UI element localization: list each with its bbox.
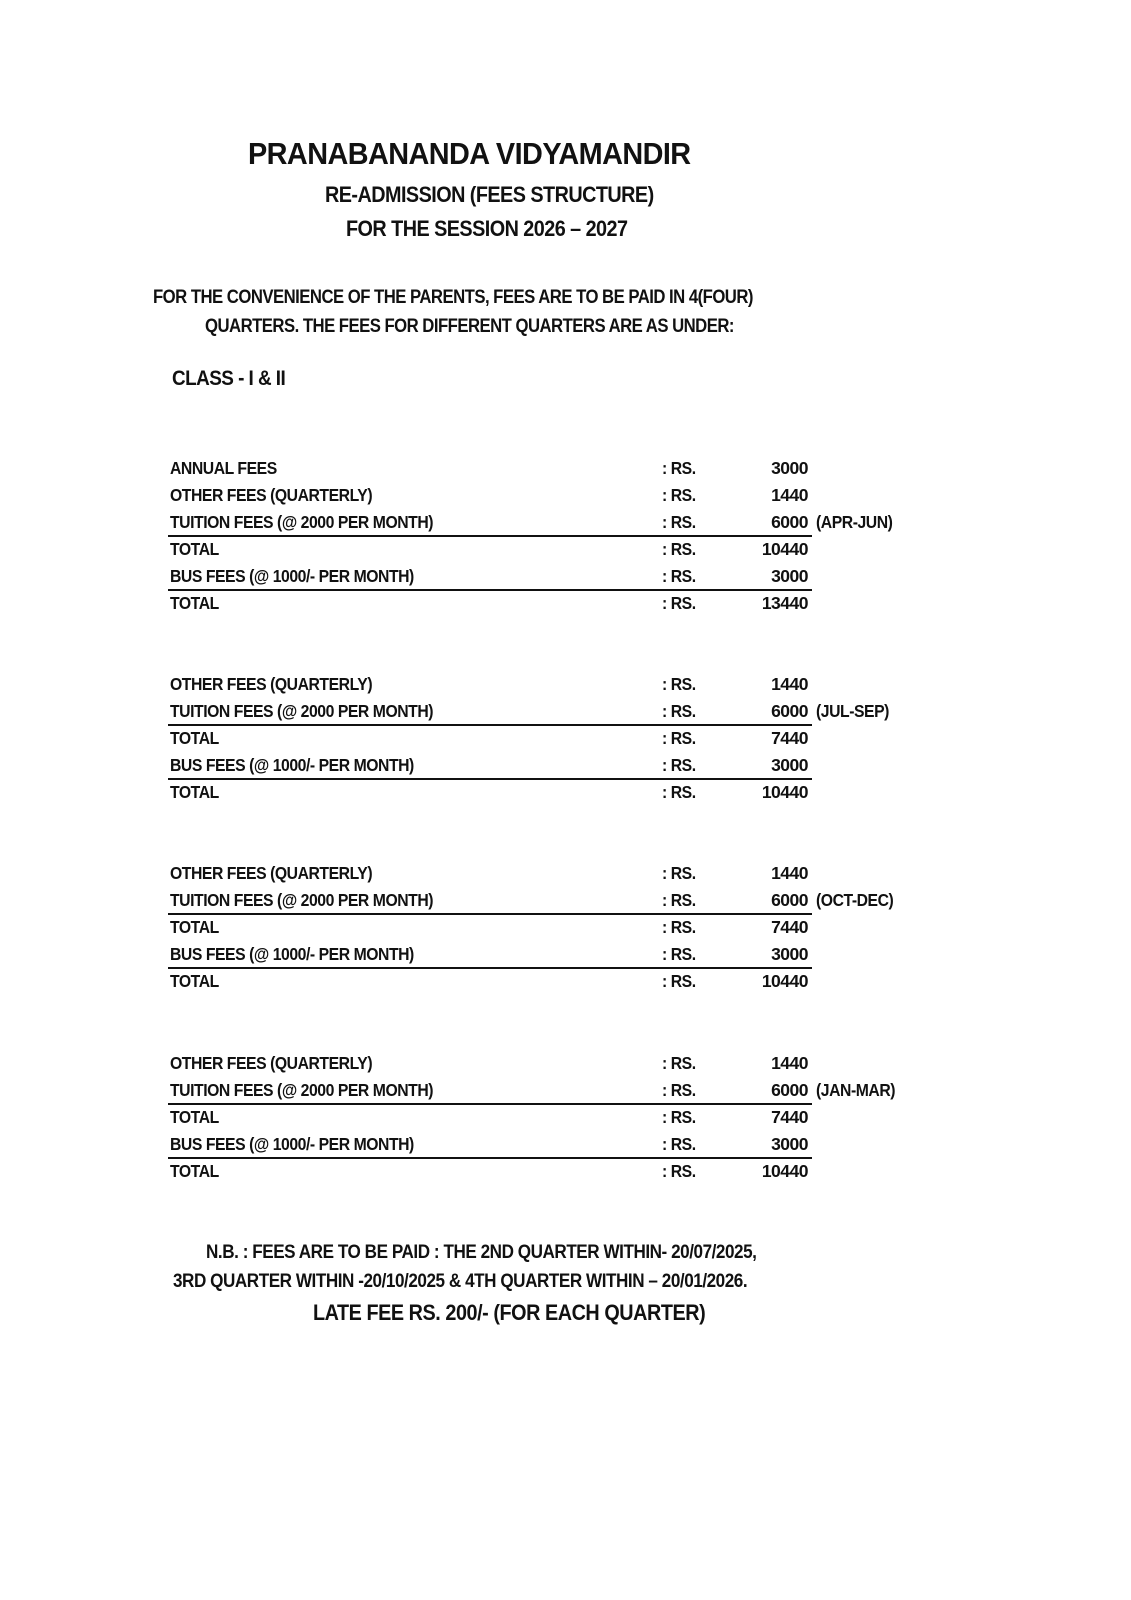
currency-label: : RS. xyxy=(662,1107,696,1127)
fee-row-other xyxy=(168,1050,928,1077)
fee-label: OTHER FEES (QUARTERLY) xyxy=(170,485,373,505)
quarter-period: (APR-JUN) xyxy=(816,512,893,532)
fee-row-bus xyxy=(168,752,928,779)
currency-label: : RS. xyxy=(662,1134,696,1154)
fee-row-bus xyxy=(168,941,928,968)
payment-note-line-1: N.B. : FEES ARE TO BE PAID : THE 2ND QUARTER WITHIN- 20/07/2025, xyxy=(206,1242,757,1263)
currency-label: : RS. xyxy=(662,971,696,991)
currency-label: : RS. xyxy=(662,539,696,559)
fee-label: TUITION FEES (@ 2000 PER MONTH) xyxy=(170,512,434,532)
fee-label: OTHER FEES (QUARTERLY) xyxy=(170,674,373,694)
quarter-period: (JUL-SEP) xyxy=(816,701,889,721)
fee-row-bus xyxy=(168,563,928,590)
fee-label: TOTAL xyxy=(170,1161,219,1181)
currency-label: : RS. xyxy=(662,944,696,964)
total-amount: 13440 xyxy=(761,593,808,613)
intro-line-2: QUARTERS. THE FEES FOR DIFFERENT QUARTERS ARE AS UNDER: xyxy=(205,316,734,337)
fee-row-other xyxy=(168,482,928,509)
fee-amount: 3000 xyxy=(771,755,808,775)
currency-label: : RS. xyxy=(662,755,696,775)
fee-label: BUS FEES (@ 1000/- PER MONTH) xyxy=(170,1134,414,1154)
currency-label: : RS. xyxy=(662,593,696,613)
fee-label: TOTAL xyxy=(170,971,219,991)
currency-label: : RS. xyxy=(662,701,696,721)
fee-block-q1 xyxy=(168,455,928,617)
fee-amount: 1440 xyxy=(771,674,808,694)
class-heading: CLASS - I & II xyxy=(172,367,286,390)
currency-label: : RS. xyxy=(662,1161,696,1181)
quarter-period: (JAN-MAR) xyxy=(816,1080,896,1100)
fee-row-subtotal xyxy=(168,914,928,941)
subtotal-amount: 7440 xyxy=(771,1107,808,1127)
currency-label: : RS. xyxy=(662,674,696,694)
fee-amount: 3000 xyxy=(771,1134,808,1154)
fee-row-other xyxy=(168,860,928,887)
total-amount: 10440 xyxy=(761,1161,808,1181)
currency-label: : RS. xyxy=(662,1053,696,1073)
fee-label: ANNUAL FEES xyxy=(170,458,277,478)
fee-label: BUS FEES (@ 1000/- PER MONTH) xyxy=(170,566,414,586)
fee-label: BUS FEES (@ 1000/- PER MONTH) xyxy=(170,755,414,775)
fee-row-bus xyxy=(168,1131,928,1158)
fee-amount: 3000 xyxy=(771,944,808,964)
subtotal-amount: 7440 xyxy=(771,917,808,937)
fee-amount: 6000 xyxy=(771,1080,808,1100)
fee-label: BUS FEES (@ 1000/- PER MONTH) xyxy=(170,944,414,964)
fee-row-tuition xyxy=(168,1077,928,1104)
currency-label: : RS. xyxy=(662,458,696,478)
currency-label: : RS. xyxy=(662,1080,696,1100)
fee-row-total xyxy=(168,779,928,806)
fee-row-annual xyxy=(168,455,928,482)
fee-row-subtotal xyxy=(168,1104,928,1131)
fee-row-tuition xyxy=(168,509,928,536)
fee-row-subtotal xyxy=(168,725,928,752)
payment-note-line-2: 3RD QUARTER WITHIN -20/10/2025 & 4TH QUARTER WITHIN – 20/01/2026. xyxy=(173,1271,748,1292)
subtotal-amount: 10440 xyxy=(761,539,808,559)
fee-label: TOTAL xyxy=(170,1107,219,1127)
fee-amount: 1440 xyxy=(771,863,808,883)
fee-label: TUITION FEES (@ 2000 PER MONTH) xyxy=(170,1080,434,1100)
school-name: PRANABANANDA VIDYAMANDIR xyxy=(248,136,691,171)
total-amount: 10440 xyxy=(761,782,808,802)
fee-label: OTHER FEES (QUARTERLY) xyxy=(170,1053,373,1073)
session-heading: FOR THE SESSION 2026 – 2027 xyxy=(346,216,628,241)
currency-label: : RS. xyxy=(662,863,696,883)
subtotal-amount: 7440 xyxy=(771,728,808,748)
fee-block-q2 xyxy=(168,671,928,806)
fee-row-other xyxy=(168,671,928,698)
fee-amount: 3000 xyxy=(771,458,808,478)
fee-block-q3 xyxy=(168,860,928,995)
fee-row-total xyxy=(168,590,928,617)
fee-amount: 3000 xyxy=(771,566,808,586)
currency-label: : RS. xyxy=(662,917,696,937)
fee-label: TOTAL xyxy=(170,593,219,613)
fee-amount: 6000 xyxy=(771,512,808,532)
currency-label: : RS. xyxy=(662,782,696,802)
fee-label: TOTAL xyxy=(170,917,219,937)
fee-block-q4 xyxy=(168,1050,928,1185)
currency-label: : RS. xyxy=(662,512,696,532)
fee-row-tuition xyxy=(168,887,928,914)
fee-amount: 1440 xyxy=(771,485,808,505)
fee-row-total xyxy=(168,968,928,995)
fee-amount: 6000 xyxy=(771,890,808,910)
currency-label: : RS. xyxy=(662,566,696,586)
currency-label: : RS. xyxy=(662,728,696,748)
fee-label: TOTAL xyxy=(170,782,219,802)
fee-label: OTHER FEES (QUARTERLY) xyxy=(170,863,373,883)
fee-amount: 1440 xyxy=(771,1053,808,1073)
fee-amount: 6000 xyxy=(771,701,808,721)
intro-line-1: FOR THE CONVENIENCE OF THE PARENTS, FEES ARE TO BE PAID IN 4(FOUR) xyxy=(153,287,753,308)
currency-label: : RS. xyxy=(662,485,696,505)
fee-row-subtotal xyxy=(168,536,928,563)
total-amount: 10440 xyxy=(761,971,808,991)
currency-label: : RS. xyxy=(662,890,696,910)
fee-label: TUITION FEES (@ 2000 PER MONTH) xyxy=(170,890,434,910)
fee-label: TUITION FEES (@ 2000 PER MONTH) xyxy=(170,701,434,721)
fee-label: TOTAL xyxy=(170,728,219,748)
quarter-period: (OCT-DEC) xyxy=(816,890,894,910)
late-fee-note: LATE FEE RS. 200/- (FOR EACH QUARTER) xyxy=(313,1300,706,1325)
fee-row-tuition xyxy=(168,698,928,725)
fee-row-total xyxy=(168,1158,928,1185)
document-subtitle: RE-ADMISSION (FEES STRUCTURE) xyxy=(325,182,654,207)
fee-label: TOTAL xyxy=(170,539,219,559)
